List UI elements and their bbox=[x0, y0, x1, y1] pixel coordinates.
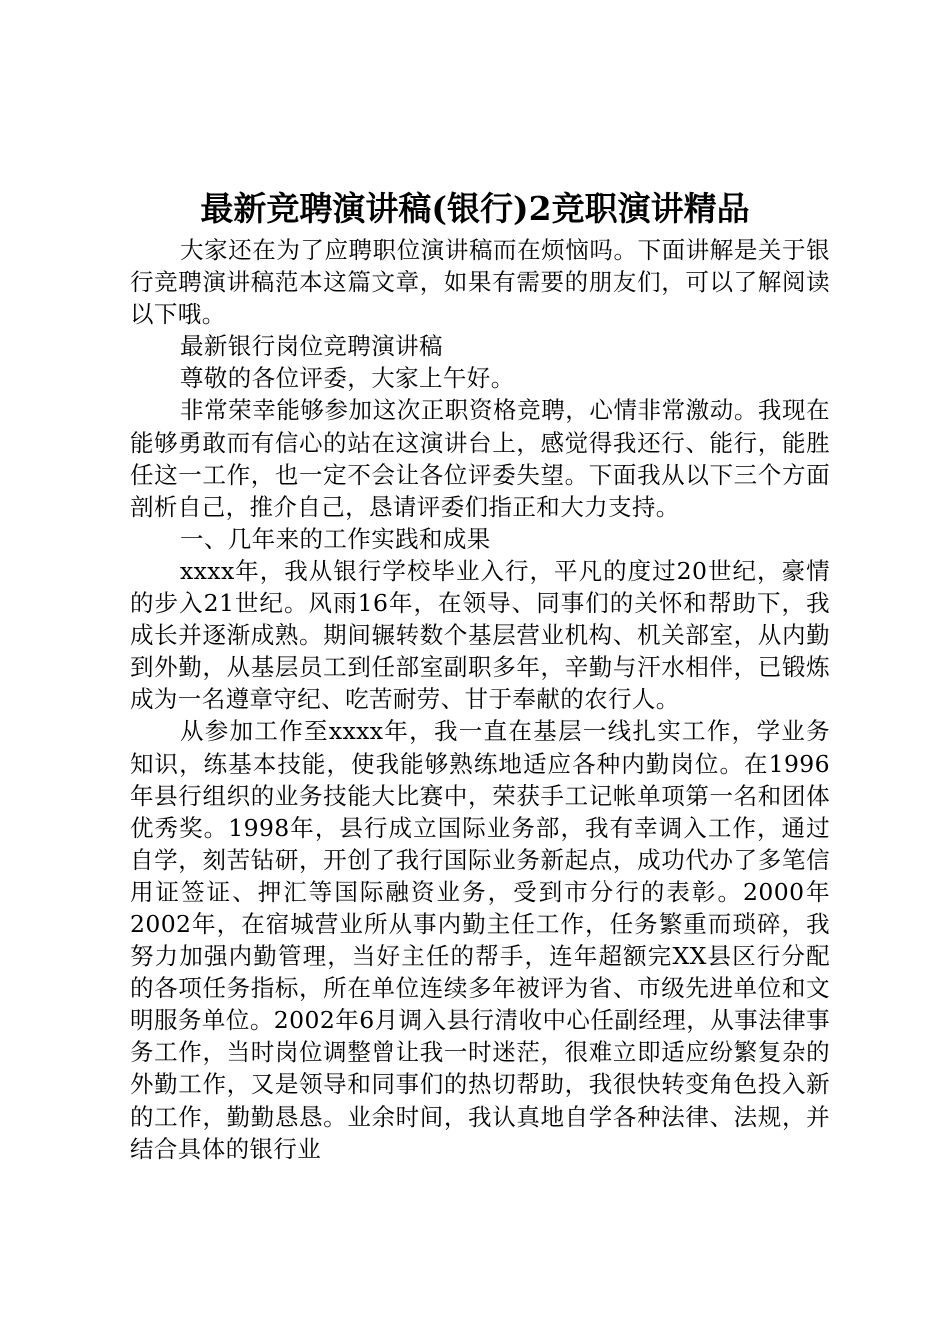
document-body bbox=[130, 234, 830, 1165]
section-heading-1: 一、几年来的工作实践和成果 bbox=[180, 524, 491, 553]
paragraph-career-overview: xxxx年，我从银行学校毕业入行，平凡的度过20世纪，豪情的步入21世纪。风雨16年，在领导、同事们的关怀和帮助下，我成长并逐渐成熟。期间辗转数个基层营业机构、机关部室，从内勤到外勤，从基层员工到任部室副职多年，辛勤与汗水相伴，已锻炼成为一名遵章守纪、吃苦耐劳、甘于奉献的农行人。 bbox=[130, 556, 830, 714]
paragraph-work-history: 从参加工作至xxxx年，我一直在基层一线扎实工作，学业务知识，练基本技能，使我能够熟练地适应各种内勤岗位。在1996年县行组织的业务技能大比赛中，荣获手工记帐单项第一名和团体优秀奖。1998年，县行成立国际业务部，我有幸调入工作，通过自学，刻苦钻研，开创了我行国际业务新起点，成功代办了多笔信用证签证、押汇等国际融资业务，受到市分行的表彰。2000年2002年，在宿城营业所从事内勤主任工作，任务繁重而琐碎，我努力加强内勤管理，当好主任的帮手，连年超额完XX县区行分配的各项任务指标，所在单位连续多年被评为省、市级先进单位和文明服务单位。2002年6月调入县行清收中心任副经理，从事法律事务工作，当时岗位调整曾让我一时迷茫，很难立即适应纷繁复杂的外勤工作，又是领导和同事们的热切帮助，我很快转变角色投入新的工作，勤勤恳恳。业余时间，我认真地自学各种法律、法规，并结合具体的银行业 bbox=[130, 717, 830, 1163]
paragraph-subtitle: 最新银行岗位竞聘演讲稿 bbox=[180, 332, 443, 361]
document-title: 最新竞聘演讲稿(银行)2竞职演讲精品 bbox=[200, 189, 750, 228]
paragraph-greeting: 尊敬的各位评委，大家上午好。 bbox=[180, 364, 515, 393]
paragraph-intro: 大家还在为了应聘职位演讲稿而在烦恼吗。下面讲解是关于银行竞聘演讲稿范本这篇文章，如果有需要的朋友们，可以了解阅读以下哦。 bbox=[130, 236, 830, 329]
paragraph-opening: 非常荣幸能够参加这次正职资格竞聘，心情非常激动。我现在能够勇敢而有信心的站在这演讲台上，感觉得我还行、能行，能胜任这一工作，也一定不会让各位评委失望。下面我从以下三个方面剖析自己，推介自己，恳请评委们指正和大力支持。 bbox=[130, 396, 830, 521]
